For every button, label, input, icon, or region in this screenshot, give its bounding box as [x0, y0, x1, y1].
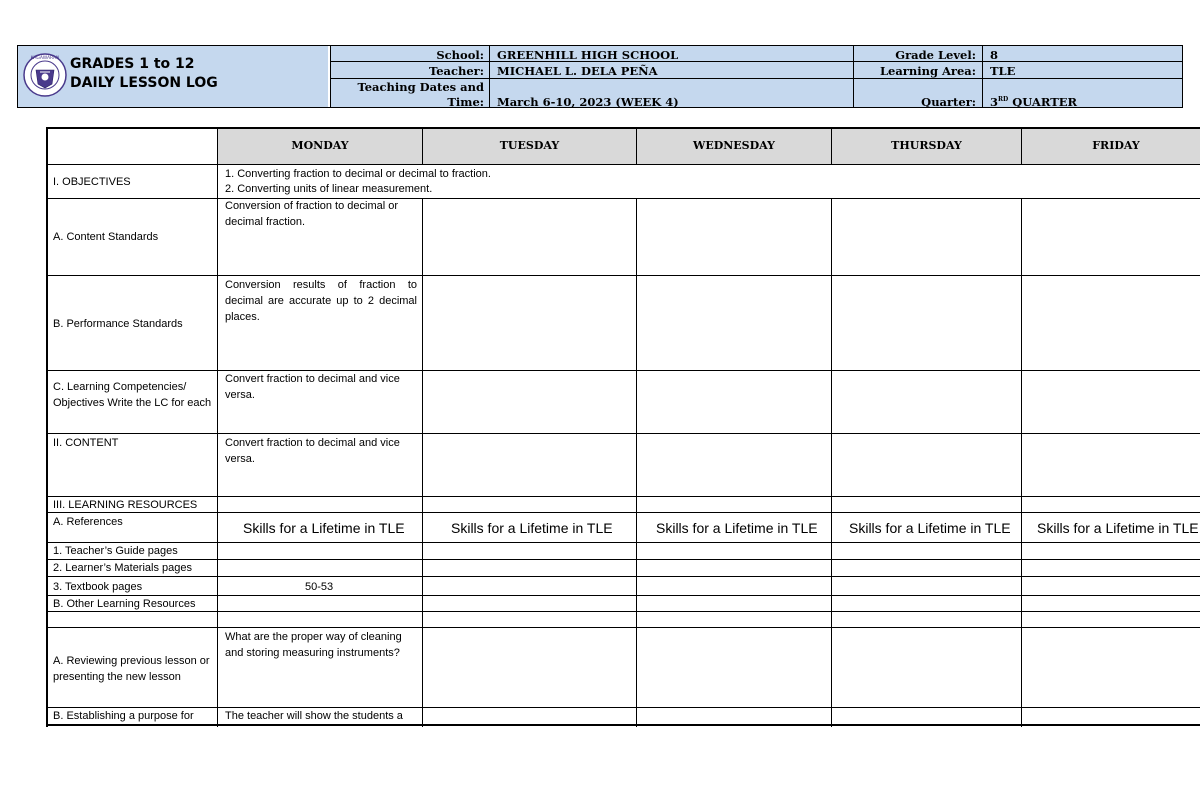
school-label: School: [436, 48, 484, 62]
header-divider [330, 78, 1183, 79]
table-border [46, 370, 1200, 371]
table-border [46, 275, 1200, 276]
dates-label-line2: Time: [447, 95, 484, 109]
table-border [46, 127, 1200, 129]
content-standards-monday: Conversion of fraction to decimal or decimal fraction. [225, 200, 399, 228]
learning-resources-label: III. LEARNING RESOURCES [53, 499, 198, 511]
table-border [46, 724, 1200, 726]
table-border [46, 707, 1200, 708]
table-border [46, 576, 1200, 577]
table-border [46, 542, 1200, 543]
table-border [46, 433, 1200, 434]
table-border [217, 127, 218, 727]
teacher-label: Teacher: [429, 64, 484, 78]
objectives-line-2: 2. Converting units of linear measurement. [225, 183, 433, 195]
table-border [831, 198, 832, 727]
school-value: GREENHILL HIGH SCHOOL [497, 48, 679, 62]
references-friday: Skills for a Lifetime in TLE [1037, 520, 1199, 536]
day-header-wednesday: WEDNESDAY [692, 139, 776, 152]
competencies-monday: Convert fraction to decimal and vice versa. [225, 373, 400, 401]
review-monday: What are the proper way of cleaning and storing measuring instruments? [225, 631, 402, 659]
purpose-label: B. Establishing a purpose for [53, 710, 194, 722]
table-border [422, 198, 423, 727]
references-label: A. References [53, 516, 123, 528]
day-header-monday: MONDAY [291, 139, 349, 152]
grade-label: Grade Level: [895, 48, 976, 62]
competencies-label: C. Learning Competencies/ Objectives Write the LC for each [53, 381, 212, 409]
header-divider [982, 46, 983, 108]
learners-materials-label: 2. Learner’s Materials pages [53, 562, 193, 574]
title-line-2: DAILY LESSON LOG [70, 75, 218, 91]
references-wednesday: Skills for a Lifetime in TLE [656, 520, 818, 536]
table-border [46, 164, 1200, 165]
svg-text:KAGAWARAN: KAGAWARAN [30, 56, 60, 61]
deped-seal-logo [22, 48, 68, 102]
table-border [46, 595, 1200, 596]
performance-standards-monday: Conversion results of fraction to decimal are accurate up to 2 decimal places. [225, 279, 417, 323]
objectives-line-1: 1. Converting fraction to decimal or decimal to fraction. [225, 168, 491, 180]
teacher-value: MICHAEL L. DELA PEÑA [497, 64, 658, 78]
area-value: TLE [990, 64, 1016, 78]
header-divider [853, 46, 854, 108]
table-border [1021, 198, 1022, 727]
performance-standards-label: B. Performance Standards [53, 318, 183, 330]
content-standards-label: A. Content Standards [53, 231, 159, 243]
dates-label-line1: Teaching Dates and [357, 80, 484, 94]
table-border [46, 496, 1200, 497]
references-monday: Skills for a Lifetime in TLE [243, 520, 405, 536]
title-line-1: GRADES 1 to 12 [70, 56, 195, 72]
quarter-text: QUARTER [1008, 95, 1078, 109]
quarter-value [990, 95, 1077, 109]
table-border [46, 127, 48, 727]
dates-value: March 6-10, 2023 (WEEK 4) [497, 95, 679, 109]
purpose-monday: The teacher will show the students a [225, 710, 403, 722]
content-monday: Convert fraction to decimal and vice versa. [225, 437, 400, 465]
objectives-label: I. OBJECTIVES [53, 176, 131, 188]
content-label: II. CONTENT [53, 437, 119, 449]
table-border [636, 198, 637, 727]
table-border [46, 198, 1200, 199]
area-label: Learning Area: [879, 64, 976, 78]
day-header-tuesday: TUESDAY [499, 139, 560, 152]
table-border [46, 627, 1200, 628]
day-header-thursday: THURSDAY [891, 139, 962, 152]
quarter-label: Quarter: [921, 95, 976, 109]
header-divider [489, 46, 490, 108]
quarter-suffix: RD [998, 96, 1009, 104]
review-label: A. Reviewing previous lesson or presenting the new lesson [53, 655, 210, 683]
table-border [46, 512, 1200, 513]
teachers-guide-label: 1. Teacher’s Guide pages [53, 545, 178, 557]
references-tuesday: Skills for a Lifetime in TLE [451, 520, 613, 536]
table-border [46, 611, 1200, 612]
table-border [46, 559, 1200, 560]
grade-value: 8 [990, 48, 999, 62]
other-resources-label: B. Other Learning Resources [53, 598, 196, 610]
textbook-monday: 50-53 [305, 581, 334, 593]
references-thursday: Skills for a Lifetime in TLE [849, 520, 1011, 536]
day-header-friday: FRIDAY [1092, 139, 1140, 152]
quarter-number: 3 [990, 95, 999, 109]
textbook-label: 3. Textbook pages [53, 581, 143, 593]
